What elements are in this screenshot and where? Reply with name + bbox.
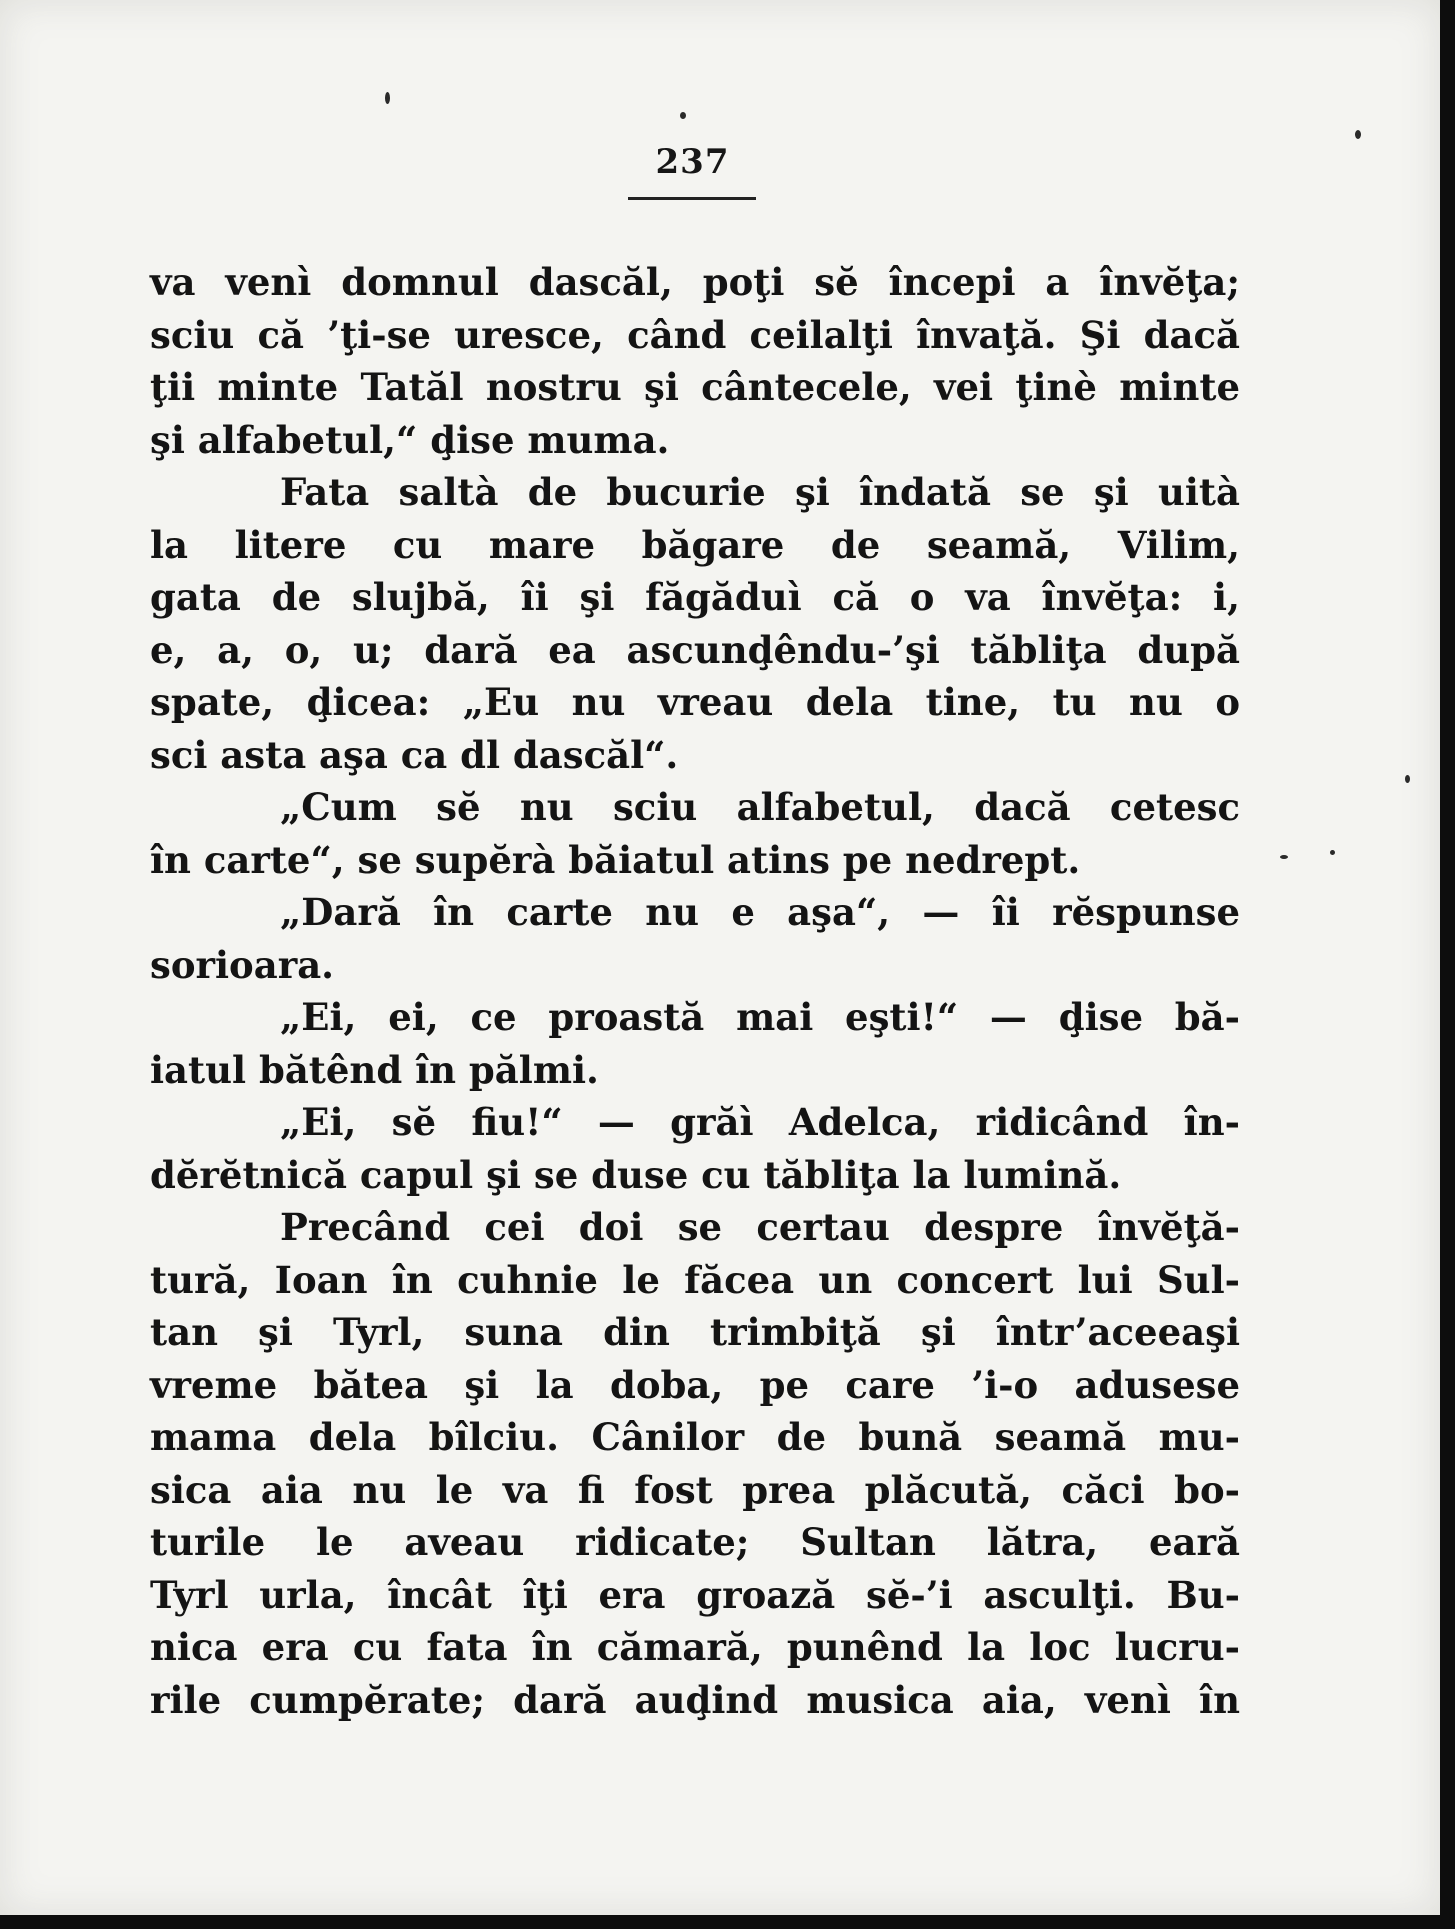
text-line: tan şi Tyrl, suna din trimbiţă şi într’aceeaşi — [150, 1310, 1240, 1354]
text-line: vreme bătea şi la doba, pe care ’i-o adusese — [150, 1362, 1240, 1407]
page-number-rule — [628, 197, 756, 200]
scan-speck — [1355, 130, 1361, 139]
text-line: Tyrl urla, încât îţi era groază sĕ-’i asculţi. Bu- — [150, 1572, 1240, 1617]
text-line: „Ei, sĕ fiu!“ — grăì Adelca, ridicând în- — [280, 1100, 1240, 1144]
scan-speck — [680, 112, 686, 119]
scan-speck — [1330, 850, 1335, 855]
text-line: sorioara. — [150, 942, 335, 987]
scan-speck — [385, 92, 390, 104]
text-line: gata de slujbă, îi şi făgăduì că o va învĕţa: i, — [150, 575, 1240, 619]
text-line: nica era cu fata în cămară, punênd la loc lucru- — [150, 1625, 1240, 1669]
page-number: 237 — [655, 142, 730, 182]
text-line: mama dela bîlciu. Cânilor de bună seamă mu- — [150, 1415, 1240, 1459]
text-line: „Dară în carte nu e aşa“, — îi rĕspunse — [280, 890, 1240, 934]
text-line: rile cumpĕrate; dară auḑind musica aia, venì în — [150, 1677, 1240, 1722]
text-line: tură, Ioan în cuhnie le făcea un concert lui Sul- — [150, 1257, 1240, 1302]
text-line: ţii minte Tatăl nostru şi cântecele, vei ţinè minte — [150, 365, 1240, 409]
text-line: la litere cu mare băgare de seamă, Vilim, — [150, 522, 1240, 567]
text-line: e, a, o, u; dară ea ascunḑêndu-’şi tăbliţa după — [150, 627, 1240, 672]
text-line: spate, ḑicea: „Eu nu vreau dela tine, tu nu o — [150, 680, 1240, 724]
body-text — [150, 256, 1240, 1726]
text-line: sica aia nu le va fi fost prea plăcută, căci bo- — [150, 1467, 1240, 1512]
text-line: turile le aveau ridicate; Sultan lătra, eară — [150, 1520, 1240, 1564]
scan-speck — [1405, 775, 1410, 783]
text-line: va venì domnul dascăl, poţi sĕ începi a învĕţa; — [150, 260, 1240, 304]
text-line: şi alfabetul,“ ḑise muma. — [150, 417, 670, 462]
text-line: sciu că ’ţi-se uresce, când ceilalţi învaţă. Şi dacă — [150, 312, 1240, 357]
scan-border-right — [1440, 0, 1455, 1929]
text-line: Precând cei doi se certau despre învĕţă- — [280, 1205, 1240, 1249]
scan-border-bottom — [0, 1915, 1455, 1929]
text-line: „Ei, ei, ce proastă mai eşti!“ — ḑise bă- — [280, 995, 1240, 1039]
text-line: iatul bătênd în pălmi. — [150, 1047, 599, 1092]
text-line: „Cum sĕ nu sciu alfabetul, dacă cetesc — [280, 785, 1240, 829]
text-line: sci asta aşa ca dl dascăl“. — [150, 732, 679, 777]
text-line: dĕrĕtnică capul şi se duse cu tăbliţa la lumină. — [150, 1152, 1122, 1197]
text-line: în carte“, se supĕrà băiatul atins pe nedrept. — [150, 837, 1081, 882]
text-line: Fata saltà de bucurie şi îndată se şi uità — [280, 470, 1240, 514]
scan-speck — [1280, 855, 1288, 859]
